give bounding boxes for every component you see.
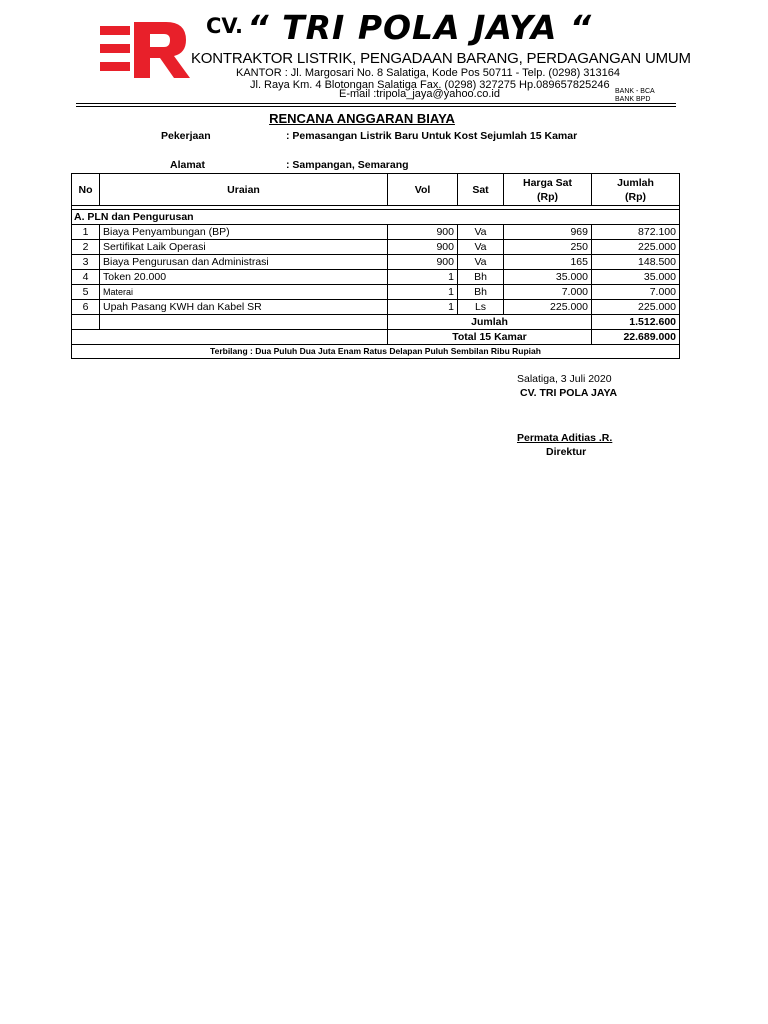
bank-bpd: BANK BPD bbox=[615, 96, 651, 103]
header-jumlah bbox=[592, 174, 680, 206]
cell-harga: 225.000 bbox=[504, 300, 592, 315]
cell-jumlah: 148.500 bbox=[592, 255, 680, 270]
total-row bbox=[72, 330, 680, 345]
cell-vol: 900 bbox=[388, 240, 458, 255]
email-line: E-mail :tripola_jaya@yahoo.co.id bbox=[339, 88, 500, 100]
bank-bca: BANK - BCA bbox=[615, 88, 655, 95]
header-jumlah-line1: Jumlah bbox=[617, 176, 654, 189]
header-uraian: Uraian bbox=[100, 174, 388, 206]
header-harga-line2: (Rp) bbox=[537, 190, 558, 203]
cell-vol: 1 bbox=[388, 300, 458, 315]
cell-no: 4 bbox=[72, 270, 100, 285]
header-sat: Sat bbox=[458, 174, 504, 206]
alamat-value: : Sampangan, Semarang bbox=[286, 159, 409, 171]
place-date: Salatiga, 3 Juli 2020 bbox=[517, 373, 612, 385]
company-logo bbox=[100, 20, 192, 80]
cell-sat: Va bbox=[458, 225, 504, 240]
pekerjaan-value: : Pemasangan Listrik Baru Untuk Kost Sejumlah 15 Kamar bbox=[286, 130, 578, 142]
section-row bbox=[72, 210, 680, 225]
header-harga bbox=[504, 174, 592, 206]
cell-vol: 1 bbox=[388, 270, 458, 285]
cell-vol: 900 bbox=[388, 255, 458, 270]
cell-uraian: Biaya Pengurusan dan Administrasi bbox=[100, 255, 388, 270]
company-cv: CV. bbox=[206, 14, 243, 38]
cell-no: 3 bbox=[72, 255, 100, 270]
cell-uraian: Materai bbox=[100, 285, 388, 300]
cell-sat: Va bbox=[458, 255, 504, 270]
letterhead-rule bbox=[76, 103, 676, 104]
jumlah-label: Jumlah bbox=[388, 315, 592, 330]
company-tagline: KONTRAKTOR LISTRIK, PENGADAAN BARANG, PERDAGANGAN UMUM bbox=[191, 50, 691, 67]
cell-harga: 250 bbox=[504, 240, 592, 255]
cell-jumlah: 872.100 bbox=[592, 225, 680, 240]
cell-jumlah: 35.000 bbox=[592, 270, 680, 285]
table-row bbox=[72, 270, 680, 285]
cell-vol: 900 bbox=[388, 225, 458, 240]
cell-uraian: Token 20.000 bbox=[100, 270, 388, 285]
office-address: KANTOR : Jl. Margosari No. 8 Salatiga, Kode Pos 50711 - Telp. (0298) 313164 bbox=[236, 67, 620, 79]
cell-vol: 1 bbox=[388, 285, 458, 300]
branch-address: Jl. Raya Km. 4 Blotongan Salatiga Fax. (0298) 327275 Hp.089657825246 bbox=[250, 79, 610, 91]
header-vol: Vol bbox=[388, 174, 458, 206]
cell-harga: 7.000 bbox=[504, 285, 592, 300]
table-row bbox=[72, 225, 680, 240]
company-name bbox=[206, 8, 592, 50]
cell-sat: Bh bbox=[458, 285, 504, 300]
signatory-position: Direktur bbox=[546, 446, 587, 458]
cell-uraian: Sertifikat Laik Operasi bbox=[100, 240, 388, 255]
budget-table bbox=[71, 173, 680, 359]
cell-harga: 165 bbox=[504, 255, 592, 270]
letterhead-rule-thin bbox=[76, 106, 676, 107]
cell-jumlah: 225.000 bbox=[592, 240, 680, 255]
total-value: 22.689.000 bbox=[592, 330, 680, 345]
table-row bbox=[72, 255, 680, 270]
cell-no: 6 bbox=[72, 300, 100, 315]
signature-company: CV. TRI POLA JAYA bbox=[520, 387, 618, 399]
jumlah-row bbox=[72, 315, 680, 330]
pekerjaan-label: Pekerjaan bbox=[161, 130, 211, 142]
total-label: Total 15 Kamar bbox=[388, 330, 592, 345]
cell-jumlah: 225.000 bbox=[592, 300, 680, 315]
cell-harga: 35.000 bbox=[504, 270, 592, 285]
cell-sat: Va bbox=[458, 240, 504, 255]
document-title: RENCANA ANGGARAN BIAYA bbox=[269, 111, 455, 126]
cell-no: 1 bbox=[72, 225, 100, 240]
cell-sat: Bh bbox=[458, 270, 504, 285]
cell-uraian: Biaya Penyambungan (BP) bbox=[100, 225, 388, 240]
cell-no: 5 bbox=[72, 285, 100, 300]
jumlah-empty-uraian bbox=[100, 315, 388, 330]
terbilang-row bbox=[72, 345, 680, 359]
jumlah-value: 1.512.600 bbox=[592, 315, 680, 330]
header-harga-line1: Harga Sat bbox=[522, 176, 573, 189]
signatory-name: Permata Aditias .R. bbox=[517, 432, 613, 444]
header-jumlah-line2: (Rp) bbox=[625, 190, 646, 203]
table-row bbox=[72, 300, 680, 315]
cell-no: 2 bbox=[72, 240, 100, 255]
header-no: No bbox=[72, 174, 100, 206]
company-title: “ TRI POLA JAYA “ bbox=[247, 8, 593, 47]
jumlah-empty-no bbox=[72, 315, 100, 330]
cell-harga: 969 bbox=[504, 225, 592, 240]
terbilang-text: Terbilang : Dua Puluh Dua Juta Enam Ratus Delapan Puluh Sembilan Ribu Rupiah bbox=[72, 345, 680, 359]
table-row bbox=[72, 240, 680, 255]
total-empty bbox=[72, 330, 388, 345]
table-header-row bbox=[72, 174, 680, 206]
cell-uraian: Upah Pasang KWH dan Kabel SR bbox=[100, 300, 388, 315]
cell-jumlah: 7.000 bbox=[592, 285, 680, 300]
table-row bbox=[72, 285, 680, 300]
cell-sat: Ls bbox=[458, 300, 504, 315]
section-title: A. PLN dan Pengurusan bbox=[72, 210, 680, 225]
alamat-label: Alamat bbox=[170, 159, 206, 171]
